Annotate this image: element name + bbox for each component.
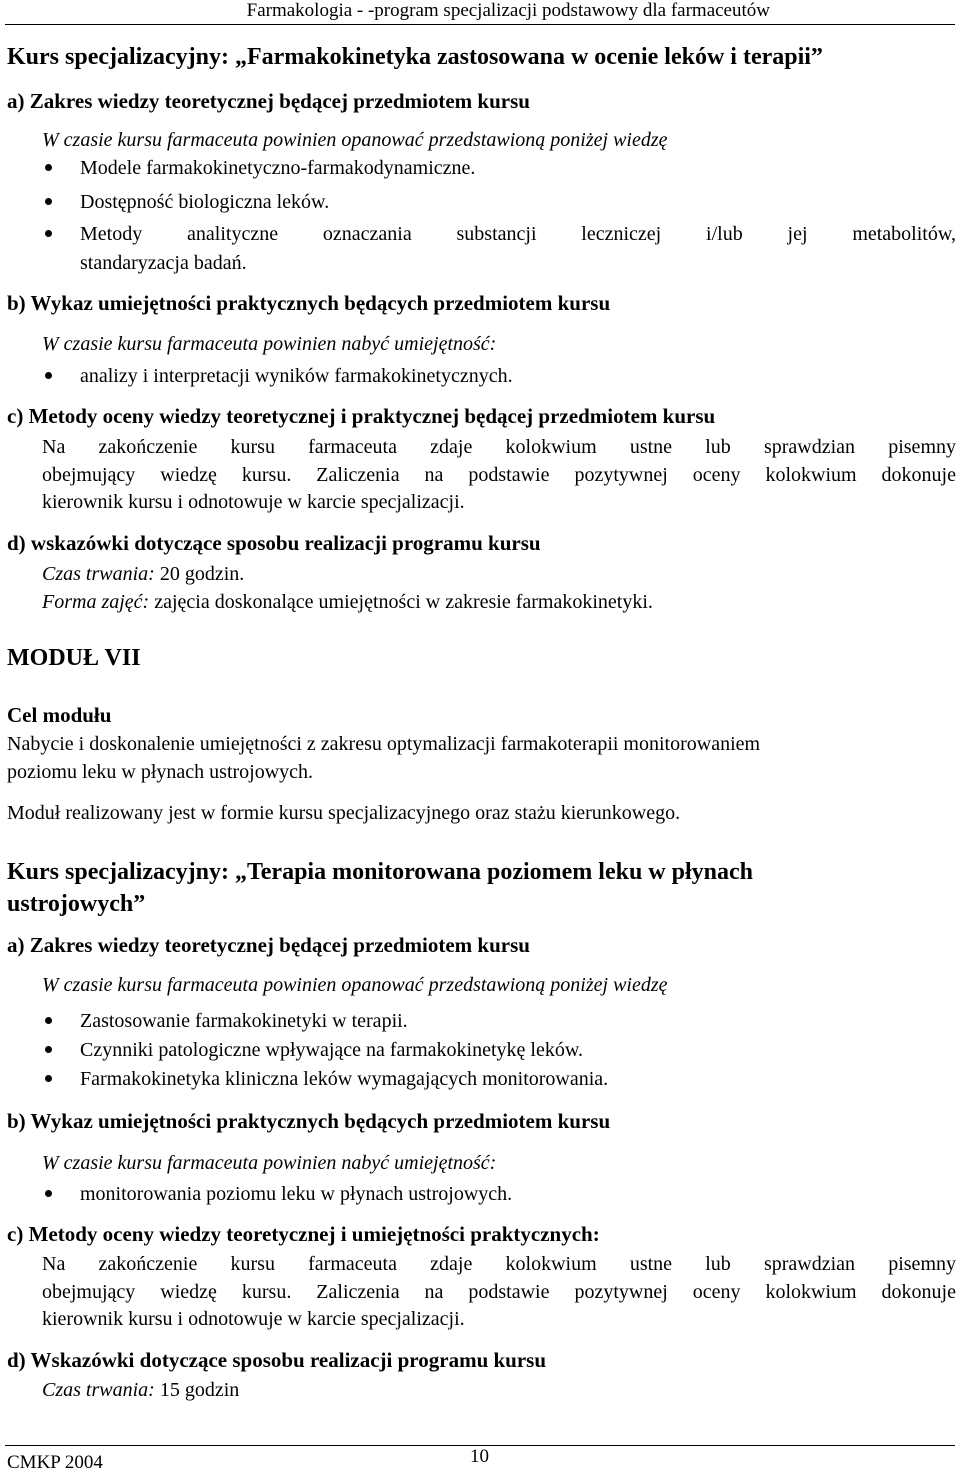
bullet-icon <box>45 1190 52 1197</box>
footer-left: CMKP 2004 <box>7 1452 103 1473</box>
course1-c-line: Na zakończenie kursu farmaceuta zdaje kolokwium ustne lub sprawdzian pisemny <box>42 436 956 458</box>
module-form-text: Moduł realizowany jest w formie kursu specjalizacyjnego oraz stażu kierunkowego. <box>7 802 681 824</box>
running-header: Farmakologia - -program specjalizacji podstawowy dla farmaceutów <box>246 0 770 21</box>
course1-b-heading: b) Wykaz umiejętności praktycznych będących przedmiotem kursu <box>7 291 611 315</box>
course1-d-form <box>42 592 653 612</box>
module-title: MODUŁ VII <box>7 645 141 671</box>
course2-d-heading: d) Wskazówki dotyczące sposobu realizacji programu kursu <box>7 1348 547 1372</box>
duration-label: Czas trwania: <box>42 563 155 585</box>
course2-b-heading: b) Wykaz umiejętności praktycznych będących przedmiotem kursu <box>7 1109 611 1133</box>
module-goal-line: poziomu leku w płynach ustrojowych. <box>7 761 314 783</box>
course2-title-continued: ustrojowych” <box>7 891 146 917</box>
duration-value: 20 godzin. <box>154 563 245 585</box>
course2-c-line: Na zakończenie kursu farmaceuta zdaje kolokwium ustne lub sprawdzian pisemny <box>42 1253 956 1275</box>
page-number: 10 <box>470 1446 489 1467</box>
course1-title: Kurs specjalizacyjny: „Farmakokinetyka zastosowana w ocenie leków i terapii” <box>7 44 823 70</box>
course2-c-heading: c) Metody oceny wiedzy teoretycznej i umiejętności praktycznych: <box>7 1222 600 1246</box>
course2-a-heading: a) Zakres wiedzy teoretycznej będącej przedmiotem kursu <box>7 933 530 957</box>
bullet-icon <box>45 198 52 205</box>
course2-b-intro: W czasie kursu farmaceuta powinien nabyć umiejętność: <box>42 1152 497 1174</box>
module-goal-line: Nabycie i doskonalenie umiejętności z zakresu optymalizacji farmakoterapii monitorowaniem <box>7 733 761 755</box>
bullet-icon <box>45 372 52 379</box>
course1-c-heading: c) Metody oceny wiedzy teoretycznej i praktycznej będącej przedmiotem kursu <box>7 404 716 428</box>
course2-a-item: Farmakokinetyka kliniczna leków wymagających monitorowania. <box>80 1068 609 1090</box>
duration-value: 15 godzin <box>154 1379 240 1401</box>
course1-c-line: kierownik kursu i odnotowuje w karcie specjalizacji. <box>42 491 465 513</box>
course1-a-item-continued: standaryzacja badań. <box>80 252 247 274</box>
course2-a-item: Zastosowanie farmakokinetyki w terapii. <box>80 1010 408 1032</box>
bullet-icon <box>45 230 52 237</box>
course2-title: Kurs specjalizacyjny: „Terapia monitorowana poziomem leku w płynach <box>7 859 754 885</box>
bullet-icon <box>45 1046 52 1053</box>
course2-c-line: kierownik kursu i odnotowuje w karcie specjalizacji. <box>42 1308 465 1330</box>
duration-label: Czas trwania: <box>42 1379 155 1401</box>
bullet-icon <box>45 1017 52 1024</box>
course1-b-item: analizy i interpretacji wyników farmakokinetycznych. <box>80 365 513 387</box>
form-value: zajęcia doskonalące umiejętności w zakresie farmakokinetyki. <box>149 591 653 613</box>
course2-d-duration <box>42 1380 239 1400</box>
course1-b-intro: W czasie kursu farmaceuta powinien nabyć umiejętność: <box>42 333 497 355</box>
course2-a-item: Czynniki patologiczne wpływające na farmakokinetykę leków. <box>80 1039 583 1061</box>
course2-c-line: obejmujący wiedzę kursu. Zaliczenia na podstawie pozytywnej oceny kolokwium dokonuje <box>42 1281 956 1303</box>
course1-a-heading: a) Zakres wiedzy teoretycznej będącej przedmiotem kursu <box>7 89 530 113</box>
course1-c-line: obejmujący wiedzę kursu. Zaliczenia na podstawie pozytywnej oceny kolokwium dokonuje <box>42 464 956 486</box>
header-rule <box>5 24 955 25</box>
course1-a-item: Modele farmakokinetyczno-farmakodynamiczne. <box>80 157 476 179</box>
course1-d-heading: d) wskazówki dotyczące sposobu realizacji programu kursu <box>7 531 541 555</box>
bullet-icon <box>45 1075 52 1082</box>
course1-a-intro: W czasie kursu farmaceuta powinien opanować przedstawioną poniżej wiedzę <box>42 129 668 151</box>
course1-d-duration <box>42 564 244 584</box>
course2-b-item: monitorowania poziomu leku w płynach ustrojowych. <box>80 1183 513 1205</box>
form-label: Forma zajęć: <box>42 591 150 613</box>
course2-a-intro: W czasie kursu farmaceuta powinien opanować przedstawioną poniżej wiedzę <box>42 974 668 996</box>
bullet-icon <box>45 164 52 171</box>
course1-a-item: Dostępność biologiczna leków. <box>80 191 330 213</box>
course1-a-item: Metody analityczne oznaczania substancji leczniczej i/lub jej metabolitów, <box>80 223 956 245</box>
module-goal-heading: Cel modułu <box>7 703 112 727</box>
